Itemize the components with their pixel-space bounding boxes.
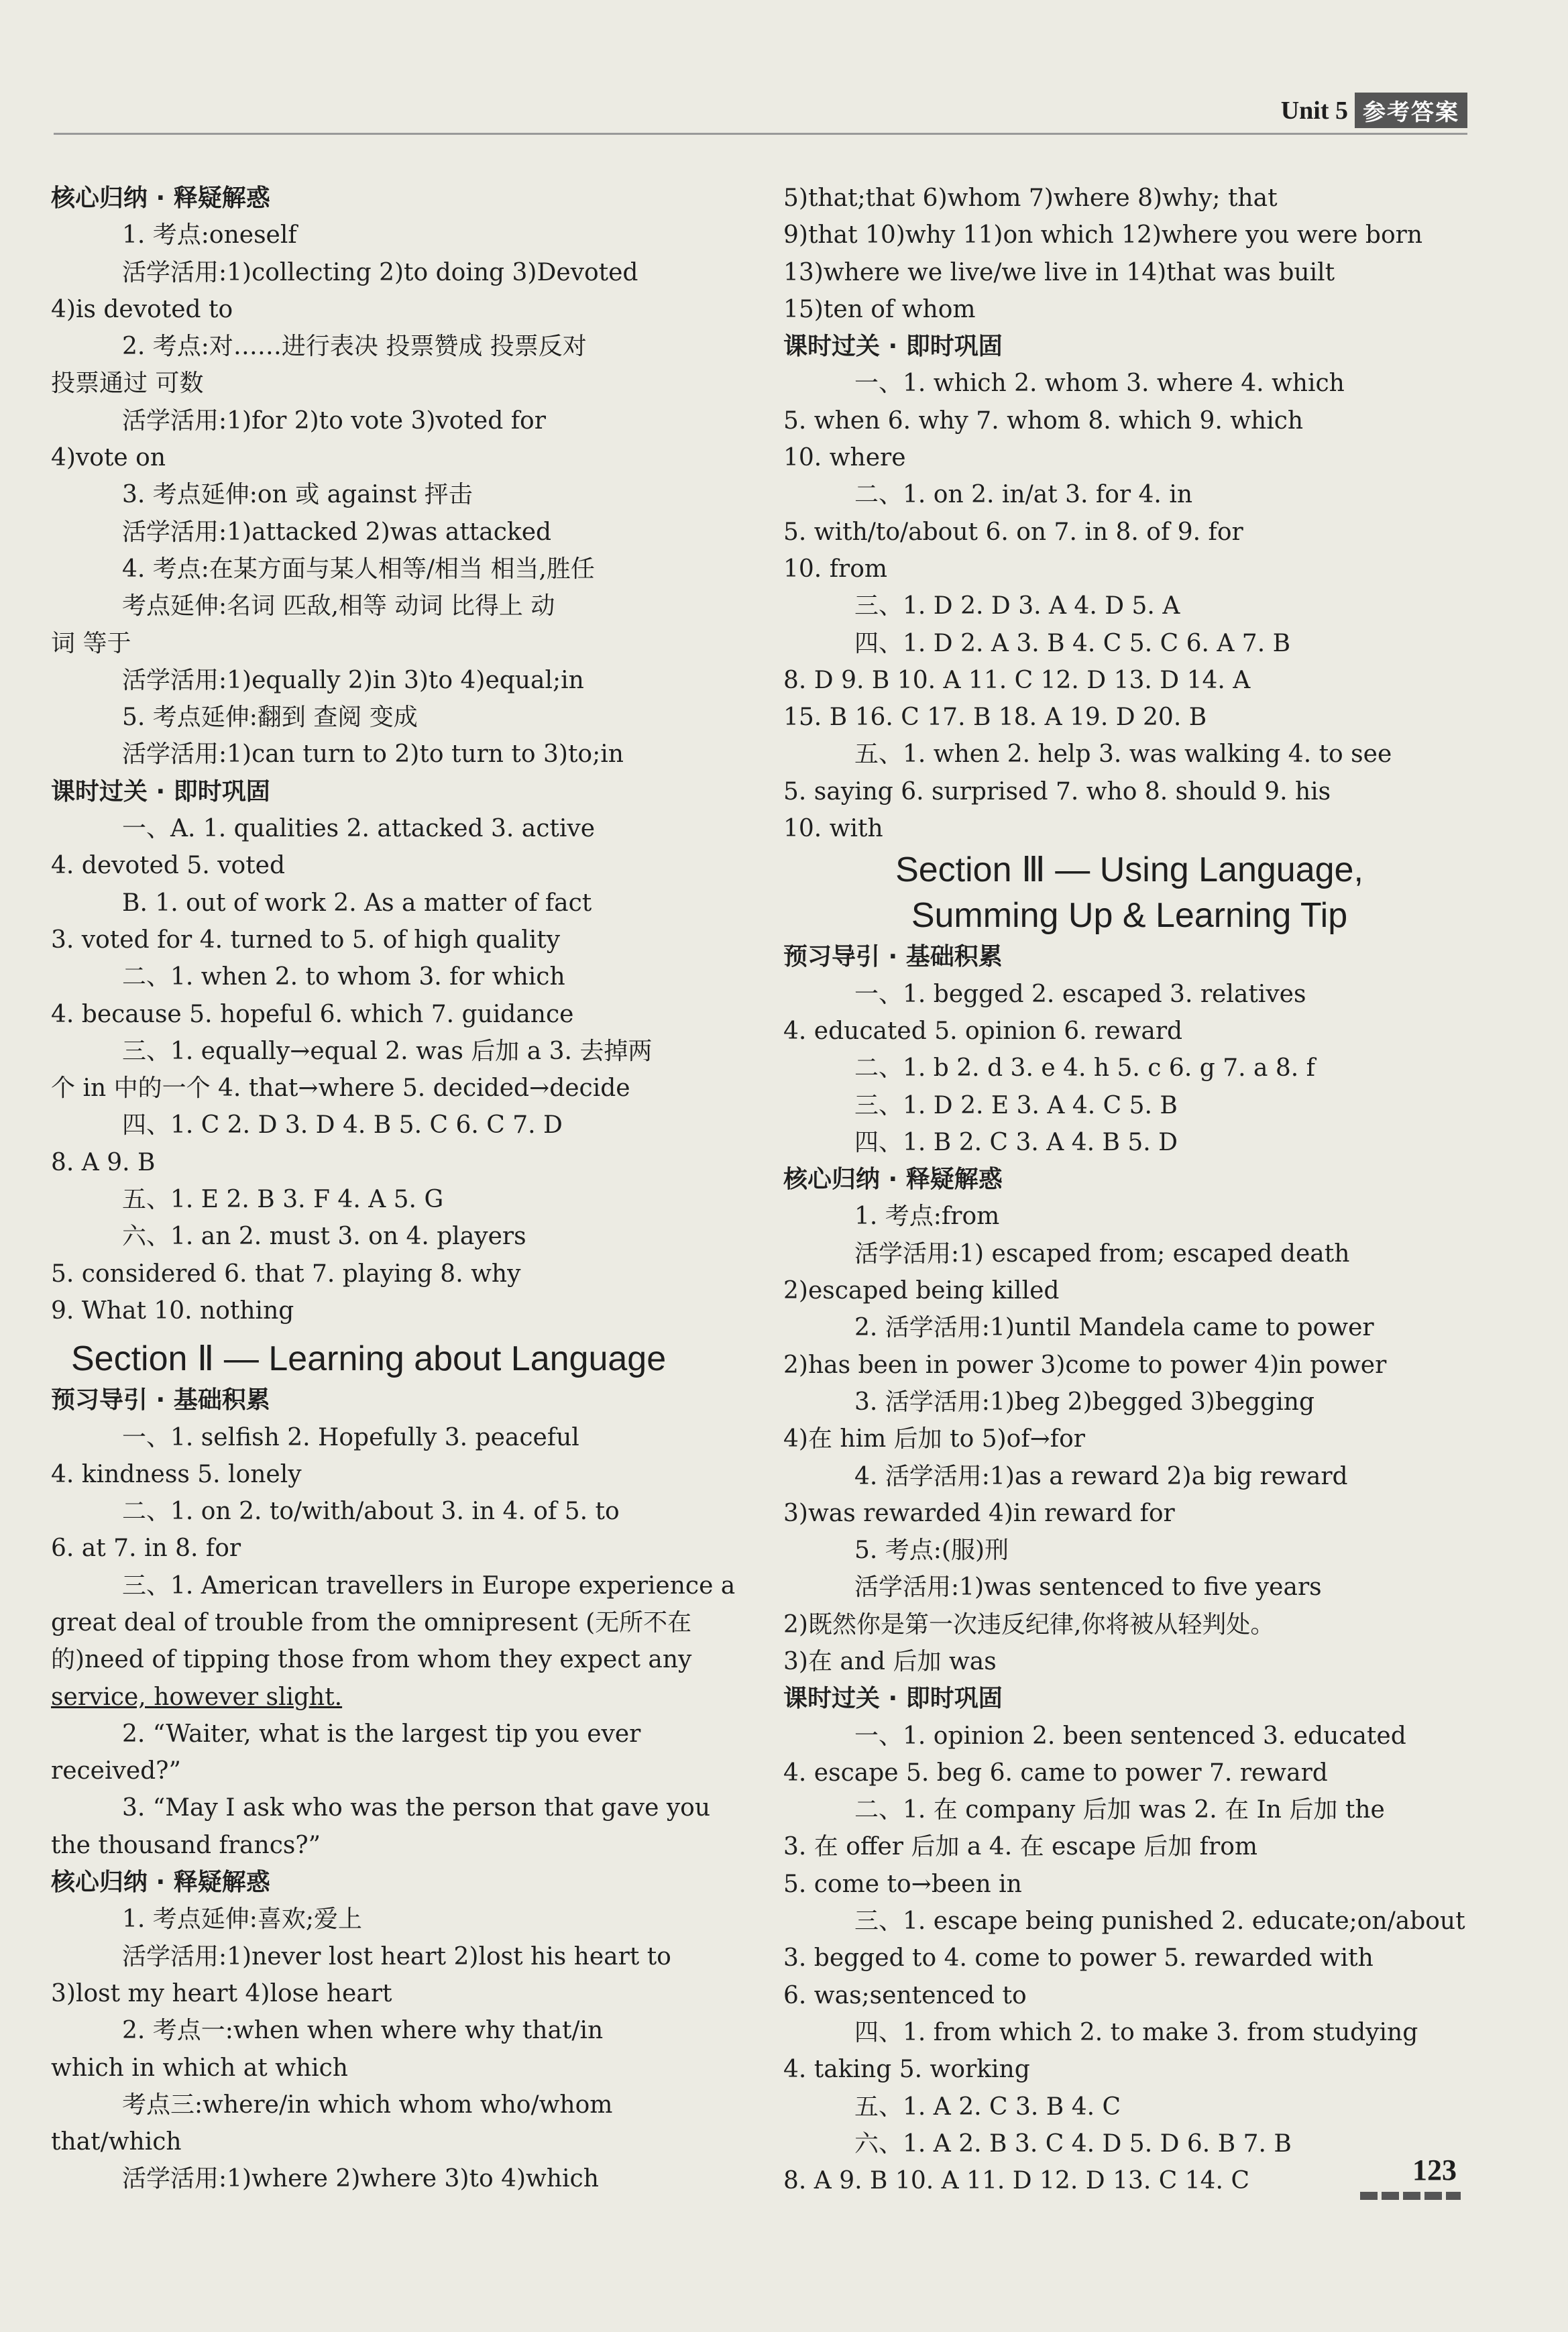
answer-line: 一、1. begged 2. escaped 3. relatives [854, 980, 1306, 1008]
answer-line: 3. 考点延伸:on 或 against 抨击 [122, 481, 473, 509]
section-title: Section Ⅲ — Using Language, [895, 850, 1363, 890]
page-number-bar [1360, 2192, 1461, 2200]
answer-line: 1. 考点延伸:喜欢;爱上 [122, 1905, 363, 1934]
answer-line: 3)was rewarded 4)in reward for [783, 1499, 1175, 1527]
answer-line: 三、1. escape being punished 2. educate;on/about [854, 1907, 1465, 1936]
section-subheading: 预习导引 · 基础积累 [783, 943, 1003, 971]
answer-line: 个 in 中的一个 4. that→where 5. decided→decide [51, 1074, 630, 1103]
answer-line: 二、1. 在 company 后加 was 2. 在 In 后加 the [854, 1796, 1385, 1824]
answer-line: 五、1. E 2. B 3. F 4. A 5. G [122, 1186, 444, 1214]
answer-line: 三、1. equally→equal 2. was 后加 a 3. 去掉两 [122, 1037, 653, 1065]
answer-line: 词 等于 [51, 629, 131, 657]
answer-line: 10. from [783, 555, 888, 583]
answer-line: 三、1. D 2. D 3. A 4. D 5. A [854, 592, 1180, 620]
answer-line: 2)has been in power 3)come to power 4)in power [783, 1351, 1387, 1379]
answer-line: 5. considered 6. that 7. playing 8. why [51, 1260, 521, 1288]
answer-line: 2)escaped being killed [783, 1277, 1060, 1305]
answer-line: 2)既然你是第一次违反纪律,你将被从轻判处。 [783, 1610, 1275, 1639]
answer-line: 五、1. A 2. C 3. B 4. C [854, 2093, 1121, 2121]
answer-line: 3. “May I ask who was the person that gave you [122, 1794, 711, 1822]
answer-line: 10. where [783, 444, 906, 472]
answer-line: 6. at 7. in 8. for [51, 1535, 241, 1563]
answer-line: 8. D 9. B 10. A 11. C 12. D 13. D 14. A [783, 666, 1251, 694]
header-divider [54, 133, 1467, 135]
section-subheading: 课时过关 · 即时巩固 [783, 1685, 1003, 1713]
answer-line: 13)where we live/we live in 14)that was built [783, 258, 1335, 286]
answer-line: 活学活用:1)equally 2)in 3)to 4)equal;in [122, 666, 584, 694]
answer-line: 投票通过 可数 [51, 370, 204, 398]
answer-line: 四、1. from which 2. to make 3. from studying [854, 2018, 1418, 2046]
answer-line: 4. taking 5. working [783, 2056, 1030, 2084]
answer-line: 10. with [783, 815, 883, 843]
answer-line: 三、1. American travellers in Europe experience a [122, 1571, 736, 1600]
page-number: 123 [1412, 2154, 1457, 2186]
answer-line: 3)在 and 后加 was [783, 1647, 997, 1675]
answer-line: 4. 考点:在某方面与某人相等/相当 相当,胜任 [122, 555, 595, 583]
section-subheading: 核心归纳 · 释疑解惑 [51, 1869, 270, 1897]
answer-line: 六、1. an 2. must 3. on 4. players [122, 1223, 526, 1251]
answer-line: 五、1. when 2. help 3. was walking 4. to see [854, 740, 1392, 769]
answer-line: which in which at which [51, 2054, 348, 2082]
answer-line: 8. A 9. B 10. A 11. D 12. D 13. C 14. C [783, 2167, 1249, 2195]
answer-line: 活学活用:1)can turn to 2)to turn to 3)to;in [122, 740, 624, 769]
answer-line: 6. was;sentenced to [783, 1981, 1027, 2009]
answer-line: 活学活用:1)was sentenced to five years [854, 1573, 1322, 1602]
answer-line: 2. 考点:对……进行表决 投票赞成 投票反对 [122, 333, 587, 361]
answer-line: 3. 在 offer 后加 a 4. 在 escape 后加 from [783, 1833, 1258, 1861]
answer-line: 一、1. which 2. whom 3. where 4. which [854, 370, 1345, 398]
answer-line: 1. 考点:from [854, 1203, 1000, 1231]
answer-line: 9. What 10. nothing [51, 1296, 294, 1325]
answer-line: 3. begged to 4. come to power 5. rewarded with [783, 1944, 1374, 1973]
section-title: Section Ⅱ — Learning about Language [71, 1339, 667, 1379]
answer-line: 4. kindness 5. lonely [51, 1460, 302, 1488]
answer-line: 六、1. A 2. B 3. C 4. D 5. D 6. B 7. B [854, 2129, 1292, 2158]
answer-line: 3)lost my heart 4)lose heart [51, 1979, 392, 2007]
answer-line: 4. 活学活用:1)as a reward 2)a big reward [854, 1462, 1348, 1490]
answer-line: B. 1. out of work 2. As a matter of fact [122, 889, 592, 917]
answer-line: 考点延伸:名词 匹敌,相等 动词 比得上 动 [122, 592, 555, 620]
section-subheading: 课时过关 · 即时巩固 [783, 333, 1003, 361]
answer-line: 15)ten of whom [783, 295, 976, 323]
answer-line: 活学活用:1)for 2)to vote 3)voted for [122, 406, 546, 435]
answer-line: 4)is devoted to [51, 295, 233, 323]
page-header [1281, 93, 1467, 128]
answer-line: 一、A. 1. qualities 2. attacked 3. active [122, 815, 596, 843]
answer-line: the thousand francs?” [51, 1831, 321, 1859]
answer-line: 三、1. D 2. E 3. A 4. C 5. B [854, 1091, 1178, 1119]
answer-line: 四、1. B 2. C 3. A 4. B 5. D [854, 1128, 1178, 1156]
answer-line: 4. because 5. hopeful 6. which 7. guidance [51, 1000, 574, 1028]
answer-line: 活学活用:1)collecting 2)to doing 3)Devoted [122, 258, 638, 286]
answer-line: 二、1. on 2. in/at 3. for 4. in [854, 481, 1193, 509]
answer-line: 活学活用:1) escaped from; escaped death [854, 1239, 1350, 1268]
answer-line: 活学活用:1)where 2)where 3)to 4)which [122, 2165, 599, 2193]
answer-line: 3. voted for 4. turned to 5. of high quality [51, 926, 561, 954]
answer-line: 3. 活学活用:1)beg 2)begged 3)begging [854, 1388, 1315, 1416]
answer-line: 15. B 16. C 17. B 18. A 19. D 20. B [783, 704, 1207, 732]
answer-line: that/which [51, 2128, 182, 2156]
answer-line: 4. devoted 5. voted [51, 852, 286, 880]
answer-line: 4. escape 5. beg 6. came to power 7. reward [783, 1759, 1328, 1787]
answer-line: 2. “Waiter, what is the largest tip you ever [122, 1720, 641, 1748]
answer-line: 活学活用:1)attacked 2)was attacked [122, 518, 552, 546]
section-title: Summing Up & Learning Tip [911, 896, 1348, 936]
answer-line: 活学活用:1)never lost heart 2)lost his heart to [122, 1942, 671, 1970]
answer-line: 四、1. C 2. D 3. D 4. B 5. C 6. C 7. D [122, 1111, 563, 1140]
left-column [51, 180, 735, 2198]
answer-line: 的)need of tipping those from whom they expect any [51, 1646, 692, 1674]
answer-line: 考点三:where/in which whom who/whom [122, 2091, 613, 2119]
answer-line: service, however slight. [51, 1683, 343, 1711]
answer-line: 5. when 6. why 7. whom 8. which 9. which [783, 406, 1304, 435]
answer-line: 5. come to→been in [783, 1870, 1022, 1898]
answer-line: 5)that;that 6)whom 7)where 8)why; that [783, 184, 1278, 212]
section-subheading: 预习导引 · 基础积累 [51, 1386, 270, 1414]
section-subheading: 核心归纳 · 释疑解惑 [783, 1166, 1003, 1194]
answer-line: 4. educated 5. opinion 6. reward [783, 1017, 1183, 1045]
answer-line: 二、1. b 2. d 3. e 4. h 5. c 6. g 7. a 8. f [854, 1054, 1316, 1082]
answer-line: 4)在 him 后加 to 5)of→for [783, 1425, 1086, 1453]
answer-line: 5. saying 6. surprised 7. who 8. should 9. his [783, 777, 1331, 806]
section-subheading: 课时过关 · 即时巩固 [51, 777, 270, 806]
answer-line: 5. 考点延伸:翻到 查阅 变成 [122, 704, 418, 732]
answer-line: 8. A 9. B [51, 1148, 156, 1176]
answer-line: 二、1. on 2. to/with/about 3. in 4. of 5. to [122, 1498, 620, 1526]
unit-label: Unit 5 [1280, 96, 1348, 125]
answer-line: great deal of trouble from the omnipresent (无所不在 [51, 1608, 692, 1636]
answer-line: 四、1. D 2. A 3. B 4. C 5. C 6. A 7. B [854, 629, 1291, 657]
answer-line: 5. 考点:(服)刑 [854, 1537, 1009, 1565]
answer-key-badge: 参考答案 [1355, 93, 1467, 128]
answer-line: 一、1. selfish 2. Hopefully 3. peaceful [122, 1423, 579, 1451]
section-subheading: 核心归纳 · 释疑解惑 [51, 184, 270, 212]
answer-line: 5. with/to/about 6. on 7. in 8. of 9. for [783, 518, 1243, 546]
answer-line: 2. 考点一:when when where why that/in [122, 2017, 604, 2045]
answer-line: 4)vote on [51, 444, 166, 472]
answer-line: 一、1. opinion 2. been sentenced 3. educated [854, 1722, 1406, 1750]
answer-line: received?” [51, 1757, 181, 1785]
answer-line: 1. 考点:oneself [122, 221, 297, 249]
answer-line: 2. 活学活用:1)until Mandela came to power [854, 1314, 1374, 1342]
answer-line: 二、1. when 2. to whom 3. for which [122, 963, 565, 991]
answer-line: 9)that 10)why 11)on which 12)where you were born [783, 221, 1423, 249]
right-column [783, 180, 1475, 2199]
